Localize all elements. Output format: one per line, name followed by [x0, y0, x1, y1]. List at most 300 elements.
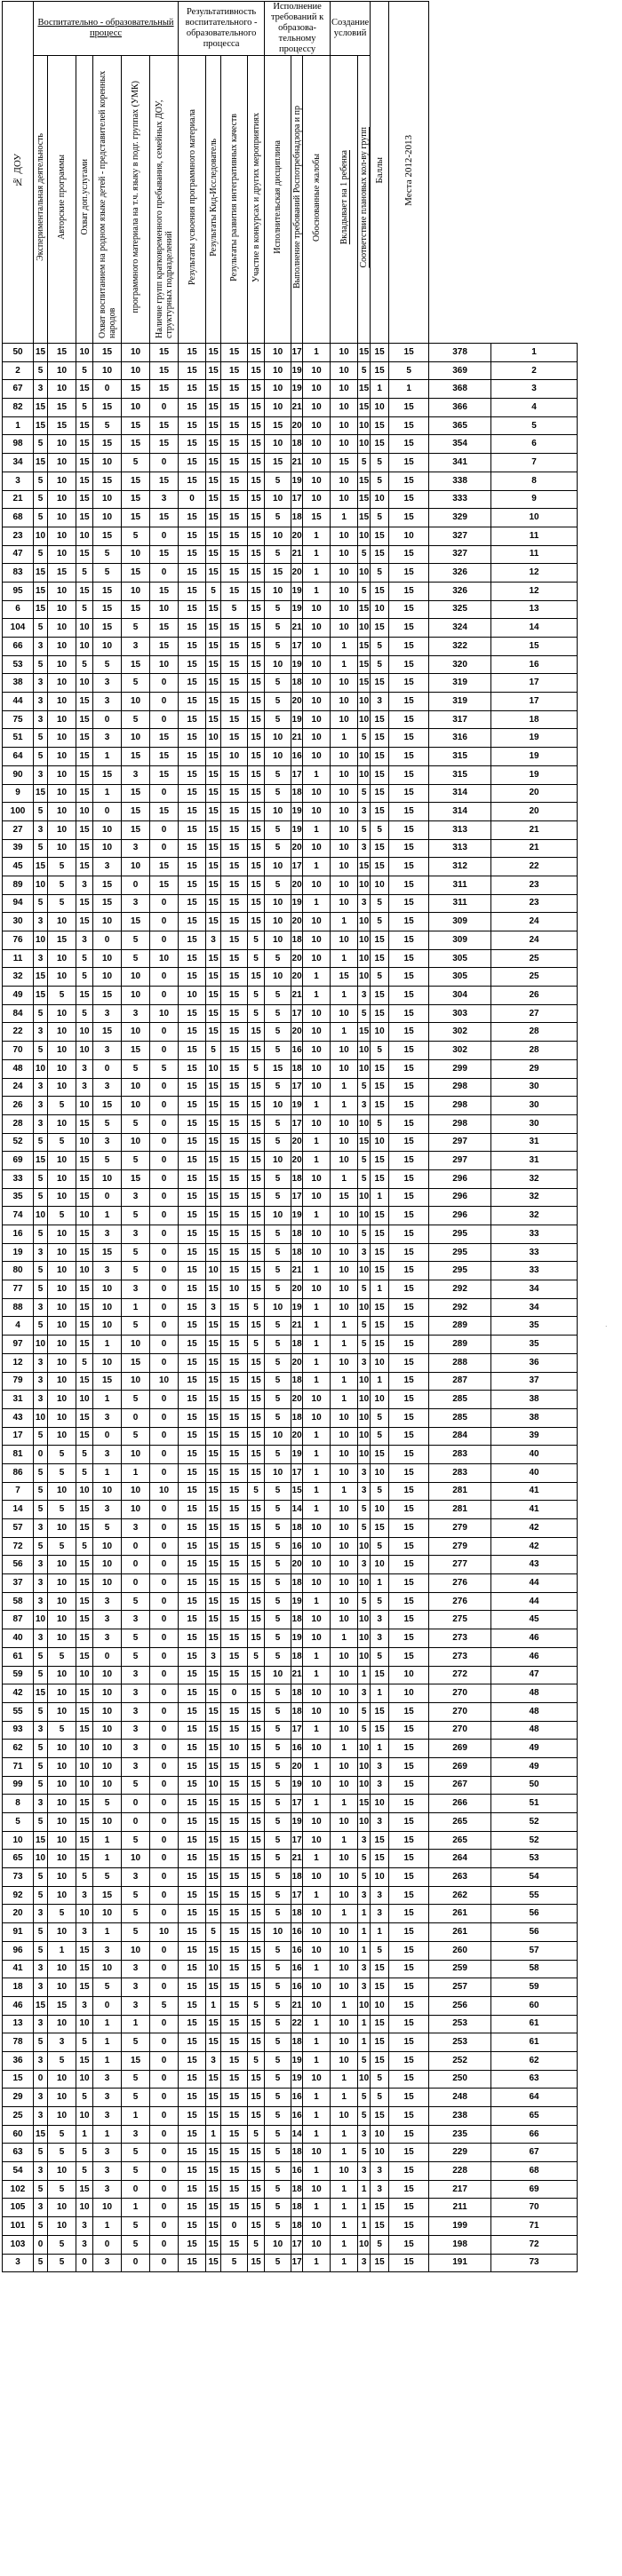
- table-cell: 5: [248, 931, 265, 950]
- table-cell: 316: [429, 729, 491, 748]
- table-cell: 10: [331, 1152, 358, 1170]
- table-cell: 15: [389, 1850, 429, 1868]
- table-cell: 1: [303, 1757, 331, 1776]
- table-cell: 5: [122, 1114, 150, 1133]
- table-cell: 40: [491, 1463, 578, 1482]
- table-cell: 81: [3, 1446, 34, 1464]
- table-cell: 5: [265, 1702, 291, 1721]
- table-cell: 0: [150, 1702, 179, 1721]
- table-cell: 15: [206, 1611, 221, 1629]
- table-cell: 14: [291, 1501, 303, 1519]
- table-row: [3, 1905, 578, 1923]
- table-cell: 10: [371, 600, 389, 619]
- table-cell: 15: [179, 1188, 206, 1207]
- table-cell: 15: [248, 1629, 265, 1648]
- table-body: [3, 344, 578, 2272]
- header-kid-research: Результаты Кид-Исследователь: [206, 56, 221, 344]
- table-cell: 15: [34, 344, 48, 362]
- table-cell: 0: [93, 1427, 122, 1446]
- table-cell: 10: [122, 987, 150, 1005]
- table-cell: 11: [491, 527, 578, 545]
- table-cell: 15: [179, 1207, 206, 1225]
- table-cell: 15: [389, 913, 429, 931]
- table-cell: 15: [221, 2199, 248, 2217]
- group-results: Результативность воспитательного - образовательного процесса: [179, 2, 265, 56]
- table-cell: 71: [3, 1757, 34, 1776]
- table-cell: 5: [248, 2125, 265, 2144]
- table-cell: 18: [291, 1611, 303, 1629]
- table-cell: 5: [93, 1114, 122, 1133]
- table-cell: 11: [491, 545, 578, 564]
- table-cell: 5: [371, 1941, 389, 1960]
- table-cell: 273: [429, 1629, 491, 1648]
- table-cell: 3: [34, 1721, 48, 1740]
- table-cell: 18: [291, 784, 303, 803]
- table-cell: 15: [179, 1923, 206, 1942]
- table-cell: 15: [150, 858, 179, 876]
- table-cell: 15: [248, 1666, 265, 1684]
- table-cell: 10: [331, 564, 358, 583]
- table-cell: 10: [122, 968, 150, 987]
- table-cell: 69: [3, 1152, 34, 1170]
- table-cell: 0: [150, 1721, 179, 1740]
- table-cell: 20: [291, 1391, 303, 1409]
- table-cell: 15: [206, 564, 221, 583]
- table-cell: 17: [291, 2254, 303, 2272]
- table-cell: 0: [150, 1408, 179, 1427]
- table-cell: 262: [429, 1886, 491, 1905]
- table-cell: 10: [331, 839, 358, 858]
- table-cell: 10: [303, 1684, 331, 1703]
- table-cell: 10: [358, 1042, 371, 1060]
- table-cell: 266: [429, 1795, 491, 1813]
- table-row: [3, 490, 578, 509]
- table-cell: 10: [303, 1280, 331, 1299]
- table-cell: 3: [358, 2125, 371, 2144]
- table-cell: 15: [179, 2015, 206, 2033]
- table-cell: 10: [303, 784, 331, 803]
- table-cell: 0: [150, 1647, 179, 1666]
- table-cell: 15: [248, 1225, 265, 1244]
- table-cell: 10: [371, 1353, 389, 1372]
- table-row: [3, 1097, 578, 1115]
- table-row: [3, 1813, 578, 1832]
- table-cell: 8: [491, 472, 578, 490]
- table-cell: 10: [303, 1537, 331, 1556]
- table-cell: 20: [291, 876, 303, 894]
- table-cell: 1: [331, 1023, 358, 1042]
- table-row: [3, 1776, 578, 1795]
- table-cell: 10: [303, 1004, 331, 1023]
- table-cell: 5: [150, 1059, 179, 1078]
- table-cell: 15: [371, 729, 389, 748]
- table-cell: 15: [389, 2235, 429, 2254]
- table-row: [3, 1923, 578, 1942]
- table-cell: 3: [76, 931, 93, 950]
- table-cell: 15: [206, 1207, 221, 1225]
- table-cell: 15: [389, 2217, 429, 2236]
- table-cell: 15: [179, 1353, 206, 1372]
- table-cell: 5: [371, 894, 389, 913]
- table-cell: 1: [389, 380, 429, 399]
- table-cell: 0: [150, 1629, 179, 1648]
- table-cell: 5: [93, 1519, 122, 1538]
- table-cell: 5: [358, 1592, 371, 1611]
- table-cell: 1: [303, 1262, 331, 1280]
- table-cell: 10: [303, 876, 331, 894]
- table-cell: 295: [429, 1243, 491, 1262]
- table-cell: 5: [358, 1501, 371, 1519]
- table-cell: 15: [206, 2070, 221, 2089]
- table-cell: 5: [122, 619, 150, 638]
- table-cell: 70: [491, 2199, 578, 2217]
- table-cell: 238: [429, 2107, 491, 2126]
- table-cell: 319: [429, 693, 491, 711]
- table-cell: 32: [491, 1188, 578, 1207]
- table-cell: 5: [265, 987, 291, 1005]
- table-cell: 5: [34, 361, 48, 380]
- table-cell: 0: [150, 2033, 179, 2052]
- table-cell: 15: [248, 1353, 265, 1372]
- table-cell: 15: [221, 1905, 248, 1923]
- table-cell: 10: [265, 968, 291, 987]
- table-cell: 10: [303, 1978, 331, 1997]
- table-cell: 5: [371, 1114, 389, 1133]
- table-cell: 10: [371, 1556, 389, 1574]
- table-cell: 5: [358, 784, 371, 803]
- table-cell: 15: [371, 1960, 389, 1978]
- table-cell: 15: [48, 931, 76, 950]
- table-cell: 295: [429, 1225, 491, 1244]
- table-cell: 3: [76, 1923, 93, 1942]
- table-row: [3, 1336, 578, 1354]
- table-cell: 5: [265, 545, 291, 564]
- table-cell: 5: [206, 1923, 221, 1942]
- table-cell: 3: [122, 638, 150, 656]
- table-cell: 0: [93, 803, 122, 821]
- table-cell: 10: [331, 1427, 358, 1446]
- table-cell: 15: [122, 748, 150, 766]
- table-cell: 10: [76, 2199, 93, 2217]
- table-cell: 5: [358, 820, 371, 839]
- table-cell: 276: [429, 1592, 491, 1611]
- table-cell: 10: [358, 1647, 371, 1666]
- table-cell: 10: [48, 582, 76, 600]
- table-cell: 3: [122, 1280, 150, 1299]
- table-cell: 15: [179, 784, 206, 803]
- table-cell: 10: [48, 1795, 76, 1813]
- table-cell: 15: [206, 1427, 221, 1446]
- table-row: [3, 729, 578, 748]
- table-cell: 17: [291, 2235, 303, 2254]
- table-cell: 15: [371, 527, 389, 545]
- table-cell: 15: [93, 1097, 122, 1115]
- table-cell: 10: [303, 1243, 331, 1262]
- table-cell: 0: [150, 968, 179, 987]
- table-cell: 10: [48, 949, 76, 968]
- table-cell: 15: [93, 435, 122, 454]
- table-cell: 10: [48, 1023, 76, 1042]
- table-cell: 5: [265, 1133, 291, 1152]
- table-cell: 38: [491, 1391, 578, 1409]
- table-cell: 1: [358, 1941, 371, 1960]
- table-cell: 5: [265, 1684, 291, 1703]
- table-cell: 10: [303, 490, 331, 509]
- table-cell: 5: [122, 527, 150, 545]
- table-cell: 10: [303, 454, 331, 472]
- table-cell: 5: [371, 2070, 389, 2089]
- table-cell: 1: [303, 858, 331, 876]
- table-row: [3, 1042, 578, 1060]
- table-cell: 10: [331, 361, 358, 380]
- table-cell: 10: [389, 527, 429, 545]
- table-cell: 15: [179, 1463, 206, 1482]
- table-cell: 3: [358, 1831, 371, 1850]
- table-cell: 5: [248, 1059, 265, 1078]
- table-cell: 10: [358, 1114, 371, 1133]
- table-cell: 1: [3, 416, 34, 435]
- table-cell: 5: [358, 1317, 371, 1336]
- table-cell: 10: [48, 1427, 76, 1446]
- table-cell: 15: [248, 1886, 265, 1905]
- table-cell: 15: [221, 1996, 248, 2015]
- table-cell: 15: [179, 2180, 206, 2199]
- table-row: [3, 1408, 578, 1427]
- table-cell: 15: [206, 803, 221, 821]
- table-cell: 20: [291, 1152, 303, 1170]
- table-row: [3, 1169, 578, 1188]
- table-cell: 15: [179, 1004, 206, 1023]
- table-cell: 10: [76, 638, 93, 656]
- table-cell: 10: [303, 1042, 331, 1060]
- table-cell: 10: [206, 729, 221, 748]
- table-cell: 5: [34, 1042, 48, 1060]
- table-cell: 5: [371, 1647, 389, 1666]
- table-cell: 15: [179, 527, 206, 545]
- table-cell: 5: [48, 2180, 76, 2199]
- table-cell: 3: [371, 1629, 389, 1648]
- table-cell: 10: [265, 399, 291, 417]
- table-cell: 10: [358, 1372, 371, 1391]
- table-cell: 34: [3, 454, 34, 472]
- table-cell: 1: [331, 1629, 358, 1648]
- table-cell: 5: [34, 803, 48, 821]
- table-cell: 15: [371, 987, 389, 1005]
- table-cell: 15: [206, 1280, 221, 1299]
- table-cell: 15: [371, 1317, 389, 1336]
- table-cell: 15: [389, 949, 429, 968]
- table-cell: 15: [389, 1721, 429, 1740]
- table-cell: 5: [221, 2254, 248, 2272]
- table-cell: 15: [206, 765, 221, 784]
- table-cell: 15: [206, 1501, 221, 1519]
- table-cell: 5: [265, 2162, 291, 2181]
- table-cell: 15: [389, 1647, 429, 1666]
- table-cell: 17: [291, 638, 303, 656]
- table-cell: 5: [48, 894, 76, 913]
- header-experimental: Экспериментальная деятельность: [34, 56, 48, 344]
- table-cell: 1: [303, 1097, 331, 1115]
- table-cell: 15: [206, 638, 221, 656]
- table-cell: 15: [179, 1280, 206, 1299]
- table-cell: 10: [93, 1353, 122, 1372]
- table-cell: 15: [221, 1482, 248, 1501]
- table-cell: 15: [179, 416, 206, 435]
- table-cell: 15: [179, 1886, 206, 1905]
- table-cell: 95: [3, 582, 34, 600]
- table-cell: 41: [491, 1482, 578, 1501]
- table-cell: 10: [358, 1996, 371, 2015]
- table-cell: 5: [93, 1152, 122, 1170]
- table-cell: 10: [48, 803, 76, 821]
- table-cell: 5: [34, 748, 48, 766]
- table-cell: 3: [34, 1556, 48, 1574]
- table-cell: 5: [122, 2162, 150, 2181]
- table-cell: 10: [303, 1611, 331, 1629]
- table-cell: 15: [76, 1721, 93, 1740]
- table-cell: 5: [358, 1225, 371, 1244]
- table-cell: 1: [303, 968, 331, 987]
- table-cell: 68: [491, 2162, 578, 2181]
- table-cell: 15: [179, 435, 206, 454]
- table-cell: 5: [371, 2235, 389, 2254]
- table-cell: 15: [248, 1391, 265, 1409]
- table-cell: 296: [429, 1207, 491, 1225]
- table-row: [3, 1391, 578, 1409]
- table-cell: 20: [291, 1427, 303, 1446]
- table-cell: 10: [303, 1188, 331, 1207]
- table-cell: 12: [491, 564, 578, 583]
- table-cell: 1: [358, 1905, 371, 1923]
- table-cell: 3: [93, 674, 122, 693]
- table-cell: 324: [429, 619, 491, 638]
- table-cell: 5: [76, 2144, 93, 2162]
- table-cell: 15: [221, 987, 248, 1005]
- table-cell: 15: [122, 600, 150, 619]
- table-cell: 15: [358, 655, 371, 674]
- table-cell: 15: [248, 1372, 265, 1391]
- table-cell: 5: [122, 1647, 150, 1666]
- table-cell: 15: [76, 1336, 93, 1354]
- table-cell: 15: [179, 2125, 206, 2144]
- table-cell: 1: [371, 1740, 389, 1758]
- table-cell: 15: [221, 1702, 248, 1721]
- table-cell: 311: [429, 876, 491, 894]
- table-cell: 15: [358, 674, 371, 693]
- table-cell: 10: [48, 1078, 76, 1097]
- table-cell: 15: [76, 1611, 93, 1629]
- table-cell: 15: [248, 1042, 265, 1060]
- table-cell: 15: [34, 416, 48, 435]
- table-cell: 15: [221, 1169, 248, 1188]
- table-cell: 10: [331, 820, 358, 839]
- table-cell: 70: [3, 1042, 34, 1060]
- table-cell: 20: [291, 949, 303, 968]
- table-cell: 10: [122, 1097, 150, 1115]
- table-cell: 1: [331, 1795, 358, 1813]
- table-cell: 0: [221, 1684, 248, 1703]
- table-cell: 62: [491, 2051, 578, 2070]
- table-cell: 72: [491, 2235, 578, 2254]
- table-cell: 10: [93, 1537, 122, 1556]
- table-cell: 10: [303, 1905, 331, 1923]
- table-cell: 15: [371, 1059, 389, 1078]
- table-cell: 21: [291, 1996, 303, 2015]
- table-cell: 1: [93, 1831, 122, 1850]
- table-cell: 97: [3, 1336, 34, 1354]
- table-cell: 15: [371, 545, 389, 564]
- table-cell: 10: [122, 399, 150, 417]
- table-cell: 15: [221, 968, 248, 987]
- table-cell: 15: [371, 2051, 389, 2070]
- table-row: [3, 1114, 578, 1133]
- table-cell: 15: [179, 839, 206, 858]
- table-cell: 10: [48, 1740, 76, 1758]
- table-cell: 15: [179, 1372, 206, 1391]
- table-cell: 10: [48, 1850, 76, 1868]
- table-cell: 10: [331, 765, 358, 784]
- table-cell: 15: [248, 2254, 265, 2272]
- table-cell: 15: [150, 435, 179, 454]
- table-cell: 20: [3, 1905, 34, 1923]
- table-cell: 10: [122, 1078, 150, 1097]
- table-cell: 15: [150, 344, 179, 362]
- table-cell: 10: [34, 1850, 48, 1868]
- table-cell: 10: [93, 1702, 122, 1721]
- header-place: Места 2012-2013: [389, 2, 429, 344]
- table-cell: 15: [206, 399, 221, 417]
- table-cell: 15: [76, 987, 93, 1005]
- table-cell: 5: [265, 876, 291, 894]
- table-cell: 10: [34, 1611, 48, 1629]
- table-cell: 52: [491, 1813, 578, 1832]
- table-cell: 19: [491, 765, 578, 784]
- table-cell: 15: [389, 987, 429, 1005]
- table-cell: 48: [491, 1702, 578, 1721]
- table-cell: 10: [76, 1207, 93, 1225]
- table-cell: 0: [150, 1463, 179, 1482]
- table-cell: 1: [303, 2107, 331, 2126]
- table-cell: 15: [389, 1886, 429, 1905]
- table-cell: 15: [389, 1280, 429, 1299]
- table-cell: 15: [179, 1795, 206, 1813]
- table-cell: 15: [221, 949, 248, 968]
- table-cell: 3: [358, 1978, 371, 1997]
- table-cell: 15: [371, 784, 389, 803]
- table-cell: 304: [429, 987, 491, 1005]
- table-cell: 21: [291, 454, 303, 472]
- table-cell: 15: [221, 913, 248, 931]
- table-cell: 15: [221, 765, 248, 784]
- table-cell: 15: [389, 1059, 429, 1078]
- table-cell: 0: [150, 1776, 179, 1795]
- table-cell: 378: [429, 344, 491, 362]
- table-cell: 15: [76, 1225, 93, 1244]
- table-cell: 10: [48, 472, 76, 490]
- table-cell: 5: [122, 1886, 150, 1905]
- table-cell: 15: [76, 1850, 93, 1868]
- table-cell: 15: [389, 1556, 429, 1574]
- table-cell: 15: [179, 361, 206, 380]
- table-cell: 15: [221, 1114, 248, 1133]
- table-cell: 16: [291, 1923, 303, 1942]
- table-cell: 10: [122, 1482, 150, 1501]
- table-cell: 3: [206, 2051, 221, 2070]
- table-cell: 10: [331, 1353, 358, 1372]
- table-cell: 10: [303, 693, 331, 711]
- table-cell: 15: [206, 1813, 221, 1832]
- table-cell: 15: [179, 600, 206, 619]
